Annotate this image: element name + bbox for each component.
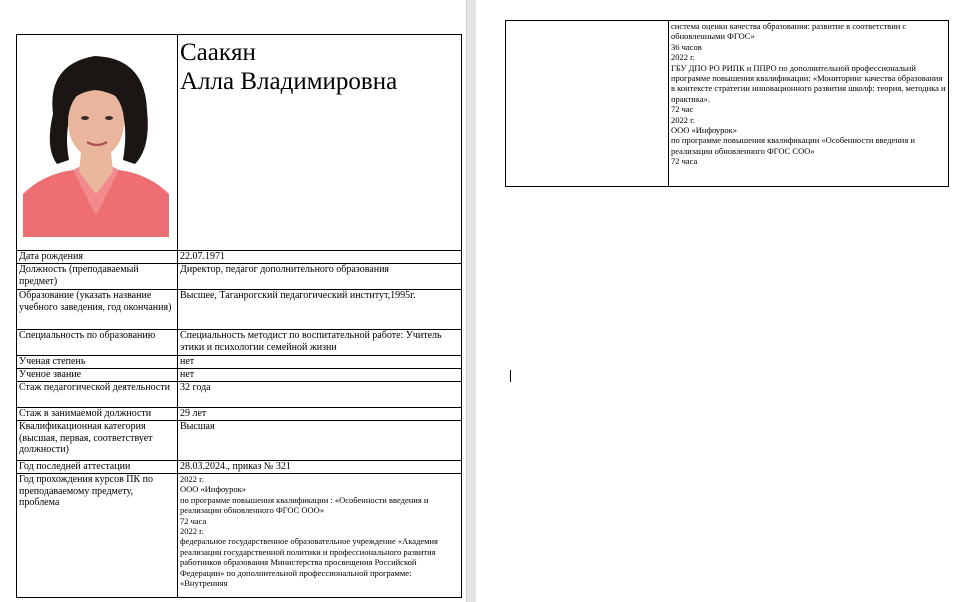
- row-value: нет: [178, 369, 462, 382]
- text-cursor: [510, 370, 511, 382]
- photo-cell: [17, 35, 178, 251]
- table-row: [17, 356, 462, 369]
- row-label: Дата рождения: [17, 251, 178, 264]
- courses-cell-continued: система оценки качества образования: развитие в соответствии с обновленными ФГОС» 36 часов 2022 г. ГБУ ДПО РО РИПК и ППРО по дополнительной профессиональнй программе повышения квалификации: «Мониторинг качества образования в контексте стратегии инновационного развития школф: теория, методика и практика». 72 час 2022 г. ООО «Инфоурок» по программе повышения квалификации «Особенности введения и реализации обновленного ФГОС СОО» 72 часа: [669, 21, 949, 187]
- table-row: [17, 421, 462, 461]
- table-row: [17, 408, 462, 421]
- row-label: Специальность по образованию: [17, 330, 178, 356]
- table-row: [17, 264, 462, 290]
- row-label: Год последней аттестации: [17, 461, 178, 474]
- table-row: [17, 382, 462, 408]
- row-value: Специальность методист по воспитательной работе: Учитель этики и психологии семейной жизни: [178, 330, 462, 356]
- row-label: Должность (преподаваемый предмет): [17, 264, 178, 290]
- row-label: Год прохождения курсов ПК по преподаваемому предмету, проблема: [17, 474, 178, 598]
- table-row: [17, 330, 462, 356]
- row-label: Ученая степень: [17, 356, 178, 369]
- row-label: Стаж в занимаемой должности: [17, 408, 178, 421]
- resume-table-continued: [505, 20, 949, 187]
- table-row: [17, 461, 462, 474]
- row-value: 29 лет: [178, 408, 462, 421]
- row-label: Стаж педагогической деятельности: [17, 382, 178, 408]
- row-value: Высшее, Таганрогский педагогический институт,1995г.: [178, 290, 462, 330]
- portrait-photo: [23, 44, 169, 237]
- surname: Саакян: [180, 39, 256, 66]
- document-page-2[interactable]: [476, 0, 955, 602]
- page-gap: [466, 0, 476, 602]
- row-value: Высшая: [178, 421, 462, 461]
- empty-label-cell: [506, 21, 669, 187]
- courses-cell: 2022 г. ООО «Инфоурок» по программе повышения квалификации : «Особенности введения и реализации обновленного ФГОС ООО» 72 часа 2022 г. федеральное государственное образовательное учреждение «Академия реализации государственной политики и профессионального развития работников образования Министерства просвещения Российской Федерации» по дополнительной профессиональной программе: «Внутренняя: [178, 474, 462, 598]
- table-row: [17, 369, 462, 382]
- row-label: Образование (указать название учебного заведения, год окончания): [17, 290, 178, 330]
- row-label: Ученое звание: [17, 369, 178, 382]
- row-value: Директор, педагог дополнительного образования: [178, 264, 462, 290]
- given-names: Алла Владимировна: [180, 68, 398, 95]
- row-value: 32 года: [178, 382, 462, 408]
- resume-table: [16, 34, 462, 598]
- table-row: [17, 290, 462, 330]
- row-value: нет: [178, 356, 462, 369]
- row-value: 22.07.1971: [178, 251, 462, 264]
- table-row: [17, 251, 462, 264]
- document-page-1[interactable]: [0, 0, 466, 602]
- table-row: [17, 474, 462, 598]
- full-name-cell: [178, 35, 462, 251]
- row-label: Квалификационная категория (высшая, первая, соответствует должности): [17, 421, 178, 461]
- row-value: 28.03.2024., приказ № 321: [178, 461, 462, 474]
